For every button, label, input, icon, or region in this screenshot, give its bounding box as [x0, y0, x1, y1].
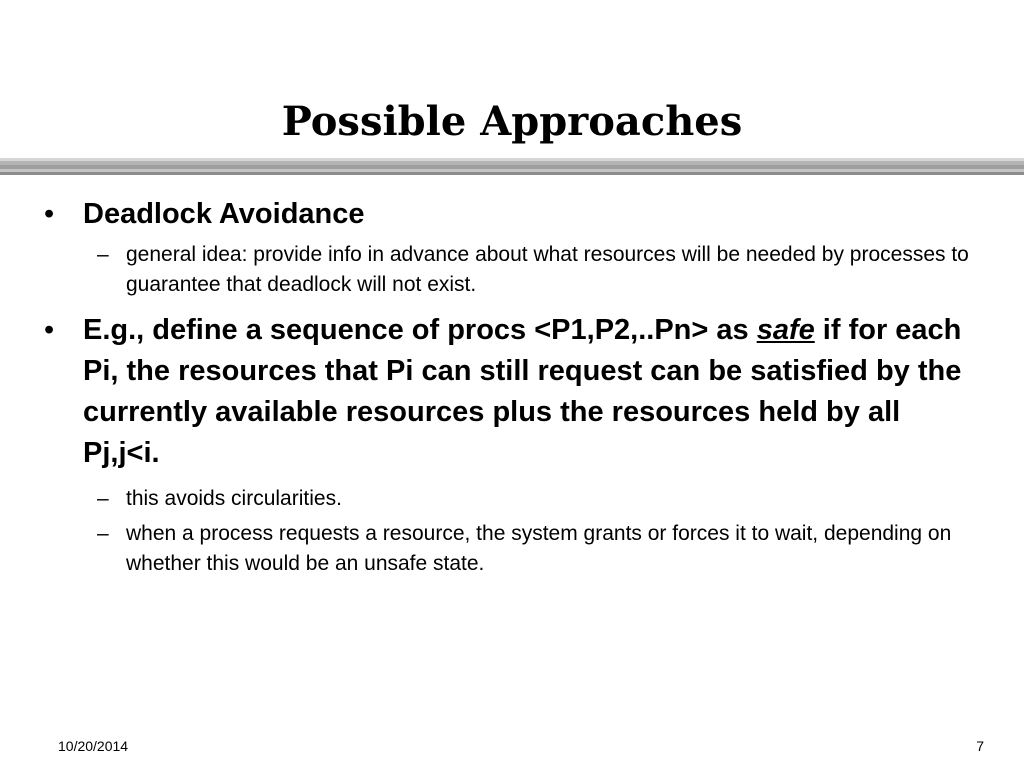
- sub-bullet-text: general idea: provide info in advance about what resources will be needed by processes to guarantee that deadlock will not exist.: [126, 243, 969, 296]
- dash-glyph: –: [97, 522, 109, 545]
- bullet-text-part1: E.g., define a sequence of procs <P1,P2,..Pn> as: [83, 314, 757, 346]
- sub-bullet-general-idea: [40, 240, 980, 300]
- bullet-text-part2: if for each Pi, the resources that Pi can still request can be satisfied by the currently available resources plus the resources held by all Pj,j<i.: [83, 314, 962, 469]
- divider-band-bottom: [0, 172, 1024, 175]
- sub-bullet-circularities: [40, 484, 980, 514]
- emphasis-safe: safe: [756, 314, 815, 346]
- page-number: 7: [976, 738, 984, 754]
- title-divider: [0, 158, 1024, 178]
- footer-date: 10/20/2014: [58, 738, 129, 754]
- bullet-glyph: •: [44, 198, 55, 230]
- dash-glyph: –: [97, 487, 109, 510]
- sub-bullet-text: this avoids circularities.: [126, 487, 342, 510]
- bullet-text: Deadlock Avoidance: [83, 198, 365, 230]
- slide-title: Possible Approaches: [281, 98, 743, 145]
- slide-body: [40, 190, 980, 579]
- bullet-item-safe-sequence: [40, 310, 980, 474]
- sub-bullet-text: when a process requests a resource, the system grants or forces it to wait, depending on whether this would be an unsafe state.: [126, 522, 952, 575]
- dash-glyph: –: [97, 243, 109, 266]
- bullet-item-deadlock-avoidance: [40, 194, 980, 235]
- bullet-glyph: •: [44, 314, 55, 346]
- sub-bullet-process-requests: [40, 519, 980, 579]
